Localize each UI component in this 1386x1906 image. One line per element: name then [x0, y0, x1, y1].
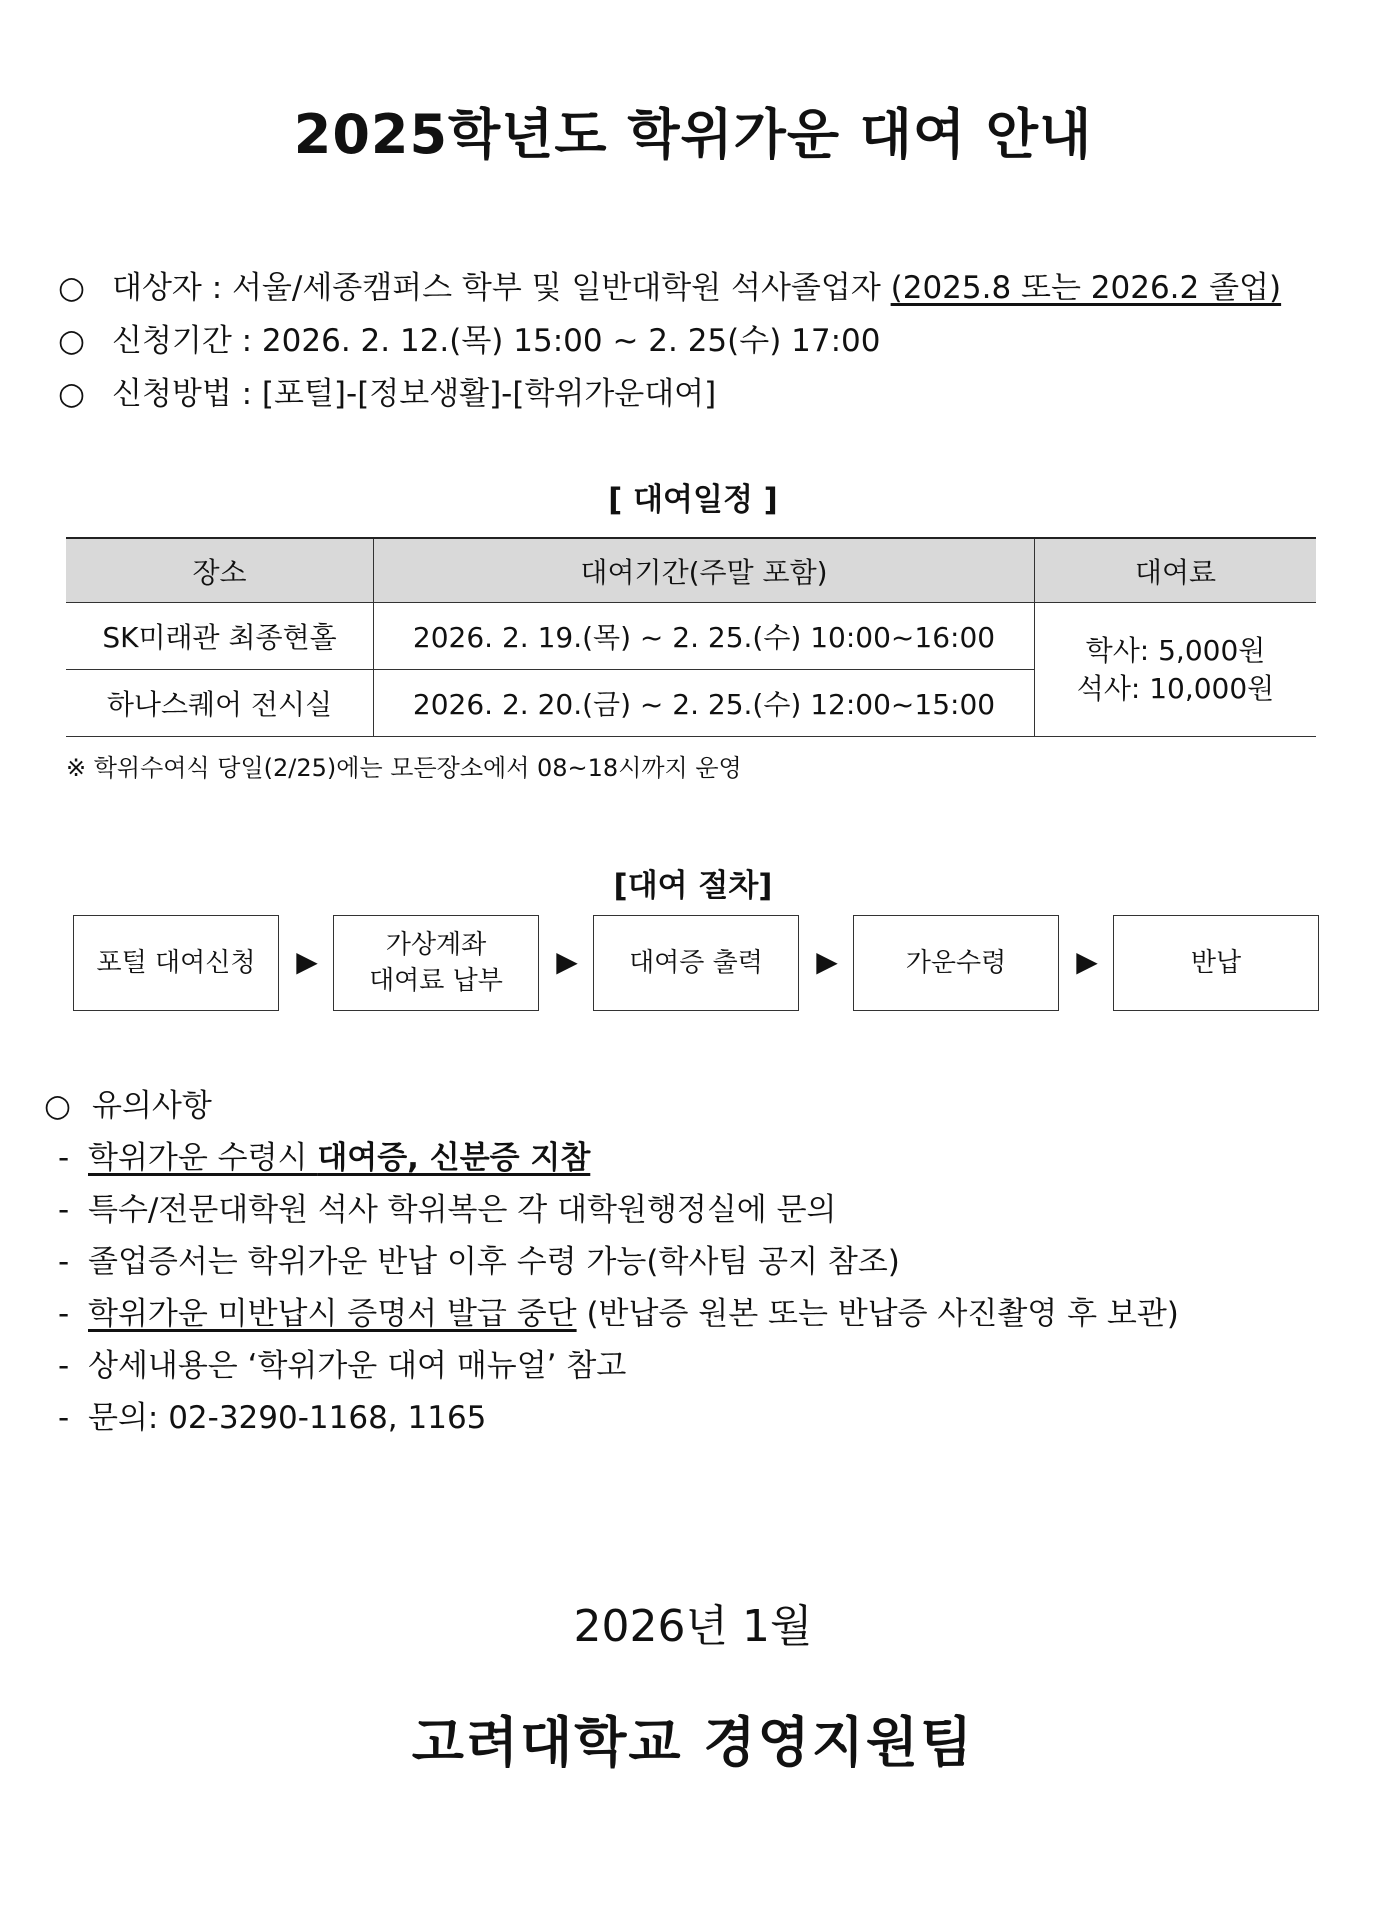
- notice-text: 특수/전문대학원 석사 학위복은 각 대학원행정실에 문의: [88, 1192, 837, 1228]
- target-text: 대상자 : 서울/세종캠퍼스 학부 및 일반대학원 석사졸업자: [112, 270, 891, 306]
- place-cell: SK미래관 최종현홀: [66, 603, 374, 670]
- circle-bullet-icon: ○: [58, 323, 86, 359]
- arrow-right-icon: ▶: [1076, 945, 1098, 978]
- dash-bullet: -: [58, 1244, 70, 1280]
- step-payment: [333, 915, 539, 1011]
- procedure-flow: [73, 915, 1327, 1015]
- header-period: 대여기간(주말 포함): [374, 538, 1035, 603]
- notice-item: [44, 1288, 1179, 1340]
- step-return: [1113, 915, 1319, 1011]
- info-section: [58, 262, 1281, 421]
- schedule-table: [66, 537, 1316, 737]
- step-label: 가운수령: [905, 948, 1007, 978]
- step-label: 반납: [1190, 948, 1242, 978]
- period-text: 신청기간 : 2026. 2. 12.(목) 15:00 ~ 2. 25(수) 17:00: [112, 323, 881, 359]
- notice-item: [44, 1236, 1179, 1288]
- step-label: 대여료 납부: [369, 966, 503, 996]
- arrow-right-icon: ▶: [816, 945, 838, 978]
- circle-bullet-icon: ○: [44, 1088, 72, 1124]
- fee-bachelor: 학사: 5,000원: [1085, 633, 1266, 667]
- period-cell: 2026. 2. 19.(목) ~ 2. 25.(수) 10:00~16:00: [374, 603, 1035, 670]
- organization-name: 고려대학교 경영지원팀: [411, 1711, 975, 1774]
- place-cell: 하나스퀘어 전시실: [66, 670, 374, 737]
- header-fee: 대여료: [1035, 538, 1317, 603]
- notice-item: [44, 1132, 1179, 1184]
- period-row: [58, 315, 1281, 368]
- notice-text: (반납증 원본 또는 반납증 사진촬영 후 보관): [576, 1296, 1179, 1332]
- step-portal-request: [73, 915, 279, 1011]
- method-text: 신청방법 : [포털]-[정보생활]-[학위가운대여]: [112, 376, 717, 412]
- notice-item: [44, 1340, 1179, 1392]
- header-place: 장소: [66, 538, 374, 603]
- arrow-right-icon: ▶: [296, 945, 318, 978]
- notice-text: 졸업증서는 학위가운 반납 이후 수령 가능(학사팀 공지 참조): [88, 1244, 900, 1280]
- notice-heading-row: [44, 1080, 1179, 1132]
- notice-text: 상세내용은 ‘학위가운 대여 매뉴얼’ 참고: [88, 1348, 627, 1384]
- notice-text: 학위가운 수령시: [88, 1140, 318, 1176]
- step-label: 포털 대여신청: [96, 948, 256, 978]
- issue-date: 2026년 1월: [573, 1601, 813, 1652]
- notice-item: [44, 1392, 1179, 1444]
- dash-bullet: -: [58, 1192, 70, 1228]
- step-label: 대여증 출력: [629, 948, 763, 978]
- schedule-title: [ 대여일정 ]: [608, 482, 778, 518]
- dash-bullet: -: [58, 1140, 70, 1176]
- dash-bullet: -: [58, 1348, 70, 1384]
- fee-cell: [1035, 603, 1317, 737]
- notice-heading: 유의사항: [92, 1088, 212, 1124]
- contact-text: 문의: 02-3290-1168, 1165: [88, 1400, 487, 1436]
- table-row: [66, 603, 1316, 670]
- step-receive-gown: [853, 915, 1059, 1011]
- procedure-title: [대여 절차]: [613, 868, 773, 904]
- schedule-note: ※ 학위수여식 당일(2/25)에는 모든장소에서 08~18시까지 운영: [66, 754, 742, 782]
- target-graduation-period: (2025.8 또는 2026.2 졸업): [890, 270, 1282, 306]
- circle-bullet-icon: ○: [58, 270, 86, 306]
- circle-bullet-icon: ○: [58, 376, 86, 412]
- notice-emphasis: 대여증, 신분증 지참: [317, 1140, 591, 1176]
- notice-section: [44, 1080, 1179, 1444]
- dash-bullet: -: [58, 1296, 70, 1332]
- method-row: [58, 368, 1281, 421]
- notice-item: [44, 1184, 1179, 1236]
- table-header-row: [66, 538, 1316, 603]
- step-label: 가상계좌: [385, 930, 487, 960]
- target-row: [58, 262, 1281, 315]
- arrow-right-icon: ▶: [556, 945, 578, 978]
- notice-emphasis: 학위가운 미반납시 증명서 발급 중단: [88, 1296, 577, 1332]
- dash-bullet: -: [58, 1400, 70, 1436]
- fee-master: 석사: 10,000원: [1076, 671, 1275, 705]
- step-print-voucher: [593, 915, 799, 1011]
- document-title: 2025학년도 학위가운 대여 안내: [293, 103, 1093, 166]
- period-cell: 2026. 2. 20.(금) ~ 2. 25.(수) 12:00~15:00: [374, 670, 1035, 737]
